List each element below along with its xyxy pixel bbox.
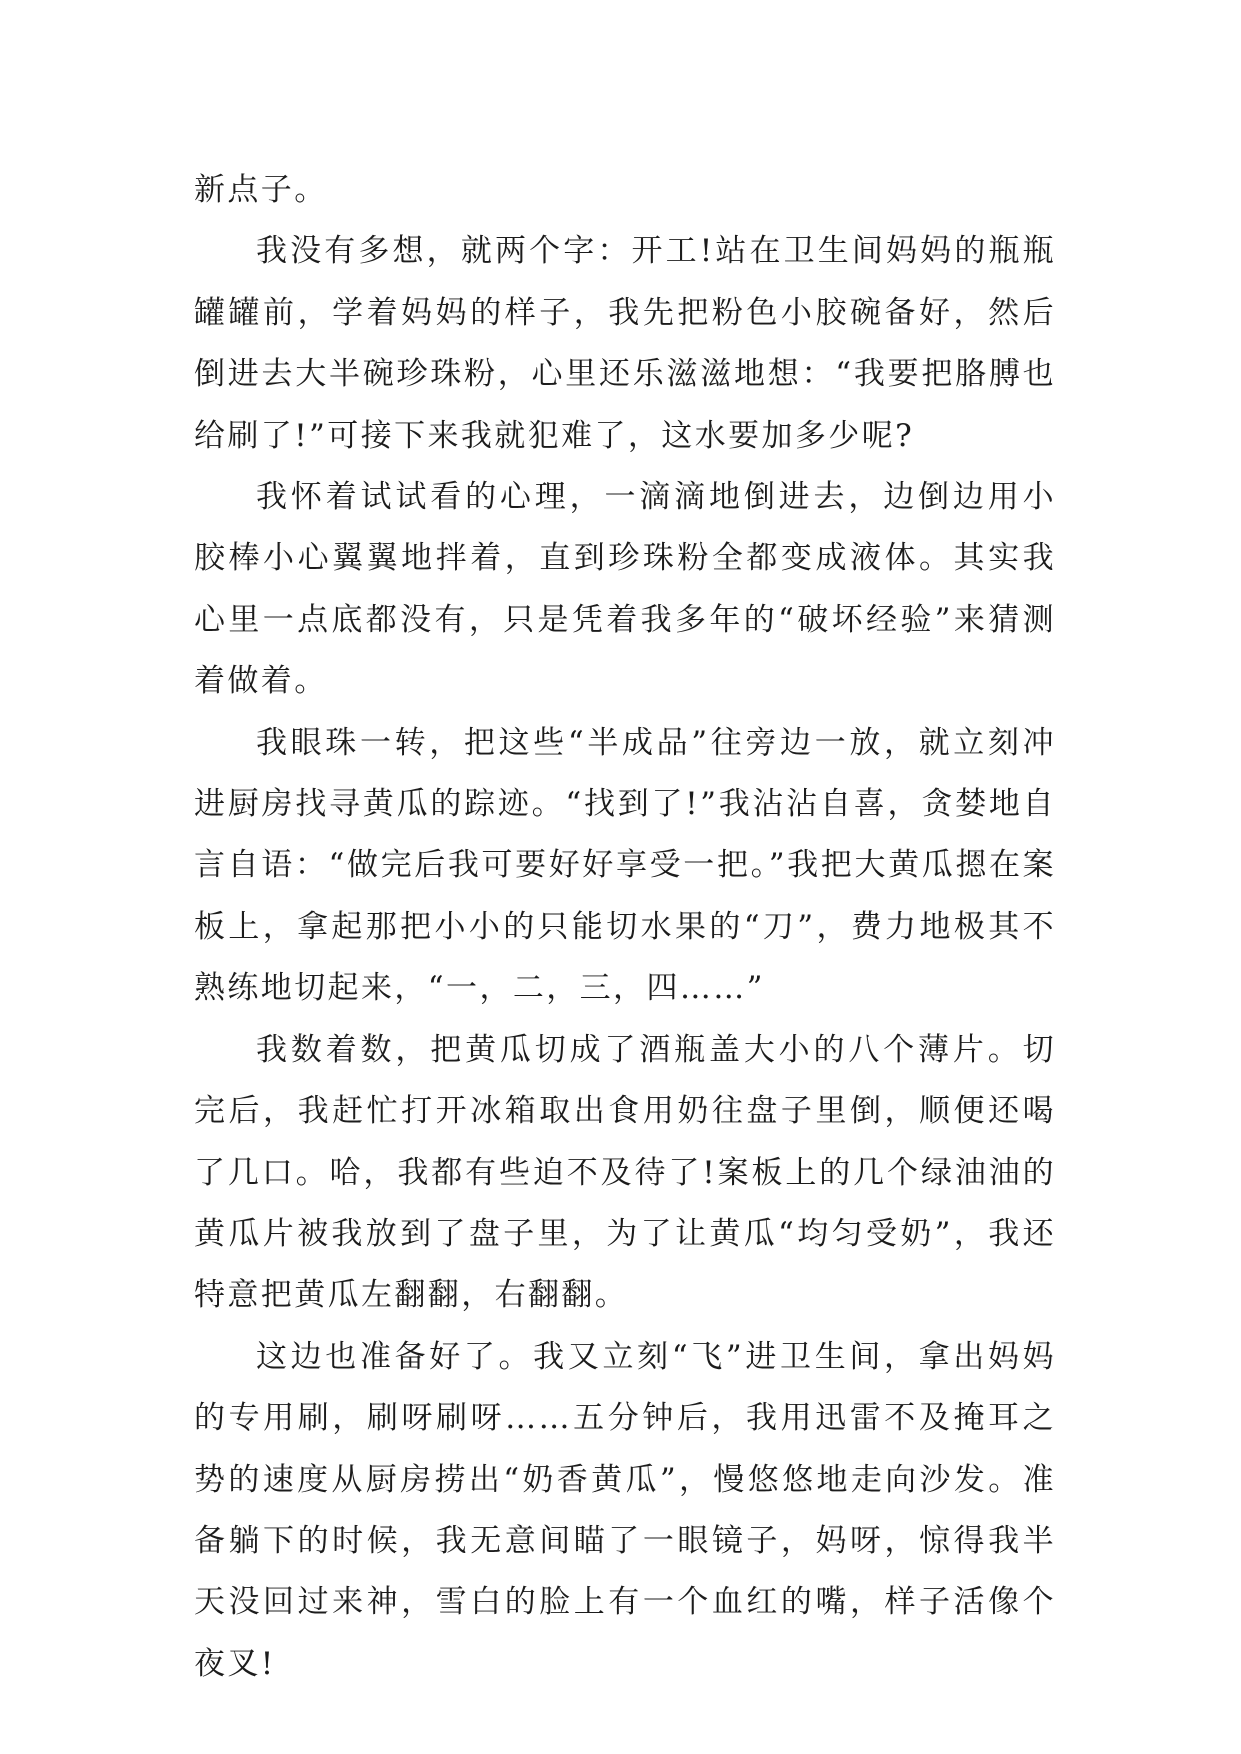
paragraph: 我数着数，把黄瓜切成了酒瓶盖大小的八个薄片。切完后，我赶忙打开冰箱取出食用奶往盘子里倒，顺便还喝了几口。哈，我都有些迫不及待了!案板上的几个绿油油的黄瓜片被我放到了盘子里，为了让黄瓜“均匀受奶”，我还特意把黄瓜左翻翻，右翻翻。 xyxy=(194,1031,1056,1314)
body-text xyxy=(194,160,1056,1695)
paragraph: 这边也准备好了。我又立刻“飞”进卫生间，拿出妈妈的专用刷，刷呀刷呀……五分钟后，我用迅雷不及掩耳之势的速度从厨房捞出“奶香黄瓜”，慢悠悠地走向沙发。准备躺下的时候，我无意间瞄了一眼镜子，妈呀，惊得我半天没回过来神，雪白的脸上有一个血红的嘴，样子活像个夜叉! xyxy=(194,1338,1056,1682)
paragraph: 我眼珠一转，把这些“半成品”往旁边一放，就立刻冲进厨房找寻黄瓜的踪迹。“找到了!”我沾沾自喜，贪婪地自言自语：“做完后我可要好好享受一把。”我把大黄瓜摁在案板上，拿起那把小小的只能切水果的“刀”，费力地极其不熟练地切起来，“一，二，三，四……” xyxy=(194,724,1056,1007)
paragraph: 我怀着试试看的心理，一滴滴地倒进去，边倒边用小胶棒小心翼翼地拌着，直到珍珠粉全都变成液体。其实我心里一点底都没有，只是凭着我多年的“破坏经验”来猜测着做着。 xyxy=(194,479,1056,700)
paragraph: 我没有多想，就两个字：开工!站在卫生间妈妈的瓶瓶罐罐前，学着妈妈的样子，我先把粉色小胶碗备好，然后倒进去大半碗珍珠粉，心里还乐滋滋地想：“我要把胳膊也给刷了!”可接下来我就犯难了，这水要加多少呢? xyxy=(194,233,1056,454)
paragraph-continuation: 新点子。 xyxy=(194,172,328,208)
